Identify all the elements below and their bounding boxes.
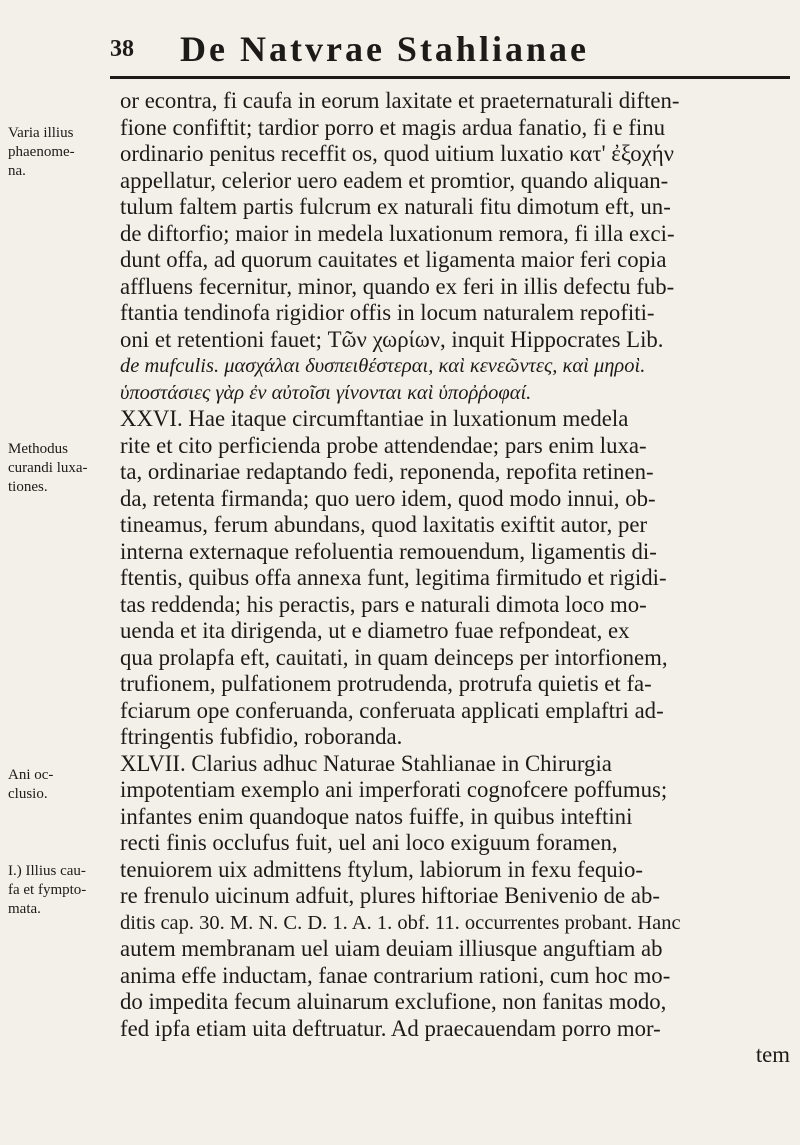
text-line: tineamus, ferum abundans, quod laxitatis exiftit autor, per (120, 512, 648, 537)
text-line: rite et cito perficienda probe attendendae; pars enim luxa- (120, 432, 647, 458)
text-line: fciarum ope conferuanda, conferuata applicati emplaftri ad- (120, 697, 664, 723)
text-line: ftringentis fubfidio, roboranda. (120, 724, 403, 749)
margin-note-line: Methodus (8, 441, 68, 457)
text-line: da, retenta firmanda; quo uero idem, quod modo innui, ob- (120, 485, 656, 511)
text-line: ordinario penitus receffit os, quod uitium luxatio κατ' ἐξοχήν (120, 141, 674, 166)
text-line: infantes enim quandoque natos fuiffe, in quibus inteftini (120, 803, 633, 829)
text-line: autem membranam uel uiam deuiam illiusque anguftiam ab (120, 936, 663, 961)
text-line: impotentiam exemplo ani imperforati cognofcere poffumus; (120, 777, 668, 802)
page-number: 38 (110, 36, 134, 62)
greek-quote-line: de mufculis. μασχάλαι δυσπειθέστεραι, καὶ κενεῶντες, καὶ μηροὶ. (120, 355, 646, 377)
page-header (110, 28, 790, 74)
header-rule (110, 76, 790, 79)
text-line: affluens fecernitur, minor, quando ex feri in illis defectu fub- (120, 273, 675, 299)
margin-note-line: clusio. (8, 786, 48, 802)
margin-note-line: fa et fympto- (8, 882, 87, 898)
margin-note-line: I.) Illius cau- (8, 863, 86, 879)
text-line: interna externaque refoluentia remouendum, ligamentis di- (120, 538, 657, 564)
text-line: or econtra, fi caufa in eorum laxitate et praeternaturali diften- (120, 88, 680, 113)
main-text (120, 88, 790, 1069)
text-line: de diftorfio; maior in medela luxationum remora, fi illa exci- (120, 220, 675, 246)
text-line: dunt offa, ad quorum cauitates et ligamenta maior feri copia (120, 247, 667, 272)
margin-note-line: Varia illius (8, 125, 74, 141)
text-line: appellatur, celerior uero eadem et promtior, quando aliquan- (120, 167, 669, 193)
running-title: De Natvrae Stahlianae (180, 29, 589, 69)
greek-quote-line: ὑποστάσιες γὰρ ἐν αὐτοῖσι γίνονται καὶ ὑποῤῥοφαί. (120, 381, 532, 404)
text-line: recti finis occlufus fuit, uel ani loco exiguum foramen, (120, 830, 618, 855)
text-line: tulum faltem partis fulcrum ex naturali fitu dimotum eft, un- (120, 194, 671, 219)
text-line: ftentis, quibus offa annexa funt, legitima firmitudo et rigidi- (120, 565, 667, 590)
text-line: trufionem, pulfationem protrudenda, protrufa quietis et fa- (120, 671, 652, 696)
text-line: tas reddenda; his peractis, pars e naturali dimota loco mo- (120, 591, 647, 617)
margin-note-line: na. (8, 163, 26, 179)
margin-note-illius (8, 862, 96, 919)
margin-note-line: Ani oc- (8, 767, 54, 783)
margin-note-line: phaenome- (8, 144, 75, 160)
margin-note-methodus (8, 440, 96, 497)
text-line: fed ipfa etiam uita deftruatur. Ad praecauendam porro mor- (120, 1015, 661, 1041)
text-line: fione confiftit; tardior porro et magis ardua fanatio, fi e finu (120, 114, 666, 140)
section-start-line: XLVII. Clarius adhuc Naturae Stahlianae in Chirurgia (120, 750, 612, 776)
margin-note-ani (8, 766, 96, 804)
text-line: re frenulo uicinum adfuit, plures hiftoriae Benivenio de ab- (120, 883, 660, 908)
catchword: tem (755, 1042, 790, 1067)
margin-note-line: tiones. (8, 479, 48, 495)
text-line: qua prolapfa eft, cauitati, in quam deinceps per intorfionem, (120, 644, 668, 670)
text-line: do impedita fecum aluinarum exclufione, non fanitas modo, (120, 989, 667, 1014)
citation-line: ditis cap. 30. M. N. C. D. 1. A. 1. obf. 11. occurrentes probant. Hanc (120, 911, 681, 934)
text-line: tenuiorem uix admittens ftylum, labiorum in fexu fequio- (120, 856, 643, 882)
margin-note-line: curandi luxa- (8, 460, 88, 476)
margin-note-line: mata. (8, 901, 41, 917)
text-line: anima effe inductam, fanae contrarium rationi, cum hoc mo- (120, 962, 671, 988)
text-line: uenda et ita dirigenda, ut e diametro fuae refpondeat, ex (120, 618, 630, 643)
text-line: ta, ordinariae redaptando fedi, reponenda, repofita retinen- (120, 459, 654, 484)
text-line: ftantia tendinofa rigidior offis in locum naturalem repofiti- (120, 300, 655, 325)
text-line: oni et retentioni fauet; Τῶν χωρίων, inquit Hippocrates Lib. (120, 326, 664, 352)
section-start-line: XXVI. Hae itaque circumftantiae in luxationum medela (120, 406, 629, 431)
margin-note-varia (8, 124, 96, 181)
